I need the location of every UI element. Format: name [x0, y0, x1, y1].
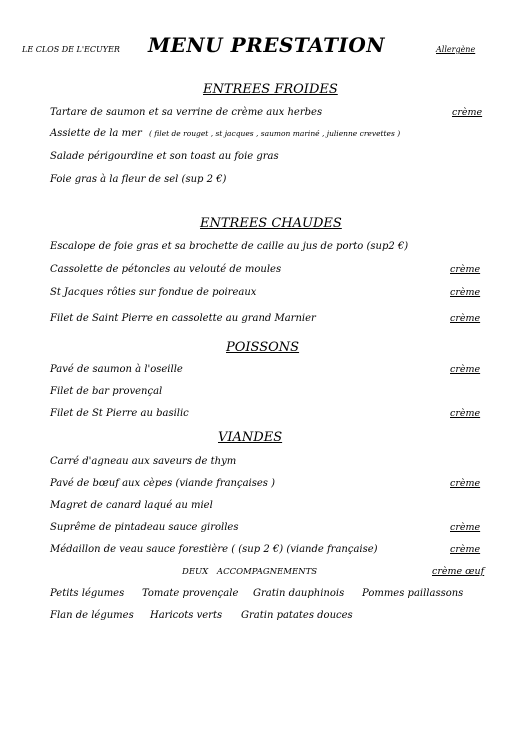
menu-item: Magret de canard laqué au miel: [50, 500, 213, 511]
menu-item-details: ( filet de rouget , st jacques , saumon mariné , julienne crevettes ): [148, 129, 401, 138]
menu-item: Cassolette de pétoncles au velouté de moules: [50, 264, 282, 275]
side-dish: Pommes paillassons: [362, 588, 464, 599]
section-title-entrees-chaudes: ENTREES CHAUDES: [200, 216, 342, 231]
restaurant-name: LE CLOS DE L'ECUYER: [22, 45, 120, 54]
allergen-tag: crème: [450, 478, 481, 489]
accompaniments-heading: DEUX ACCOMPAGNEMENTS: [182, 567, 318, 577]
menu-item-name: Assiette de la mer: [50, 128, 142, 139]
menu-item: Pavé de bœuf aux cèpes (viande françaises ): [50, 478, 276, 489]
side-dish: Gratin dauphinois: [253, 588, 345, 599]
allergen-heading: Allergène: [436, 45, 476, 54]
menu-item: Tartare de saumon et sa verrine de crème aux herbes: [50, 107, 323, 118]
side-dish: Flan de légumes: [50, 610, 134, 621]
allergen-tag: crème: [450, 313, 481, 324]
side-dish: Haricots verts: [150, 610, 223, 621]
menu-item: St Jacques rôties sur fondue de poireaux: [50, 287, 257, 298]
section-title-entrees-froides: ENTREES FROIDES: [203, 82, 338, 97]
allergen-tag: crème: [450, 544, 481, 555]
allergen-tag: crème œuf: [432, 566, 485, 577]
allergen-tag: crème: [450, 364, 481, 375]
menu-item: Filet de bar provençal: [50, 386, 163, 397]
menu-item: Suprême de pintadeau sauce girolles: [50, 522, 239, 533]
menu-item: Carré d'agneau aux saveurs de thym: [50, 456, 237, 467]
page-title: MENU PRESTATION: [148, 33, 386, 57]
section-title-poissons: POISSONS: [226, 340, 300, 355]
side-dish: Petits légumes: [50, 588, 125, 599]
menu-item: Filet de Saint Pierre en cassolette au grand Marnier: [50, 313, 316, 324]
menu-item: Salade périgourdine et son toast au foie gras: [50, 151, 279, 162]
side-dish: Gratin patates douces: [241, 610, 353, 621]
menu-item: Pavé de saumon à l'oseille: [50, 364, 183, 375]
menu-item: [50, 128, 400, 139]
menu-item: Escalope de foie gras et sa brochette de caille au jus de porto (sup2 €): [50, 241, 409, 252]
menu-item: Filet de St Pierre au basilic: [50, 408, 189, 419]
side-dish: Tomate provençale: [142, 588, 239, 599]
allergen-tag: crème: [450, 522, 481, 533]
section-title-viandes: VIANDES: [218, 430, 283, 445]
menu-item: Foie gras à la fleur de sel (sup 2 €): [50, 174, 227, 185]
allergen-tag: crème: [450, 264, 481, 275]
allergen-tag: crème: [452, 107, 483, 118]
menu-item: Médaillon de veau sauce forestière ( (sup 2 €) (viande française): [50, 544, 378, 555]
allergen-tag: crème: [450, 408, 481, 419]
allergen-tag: crème: [450, 287, 481, 298]
